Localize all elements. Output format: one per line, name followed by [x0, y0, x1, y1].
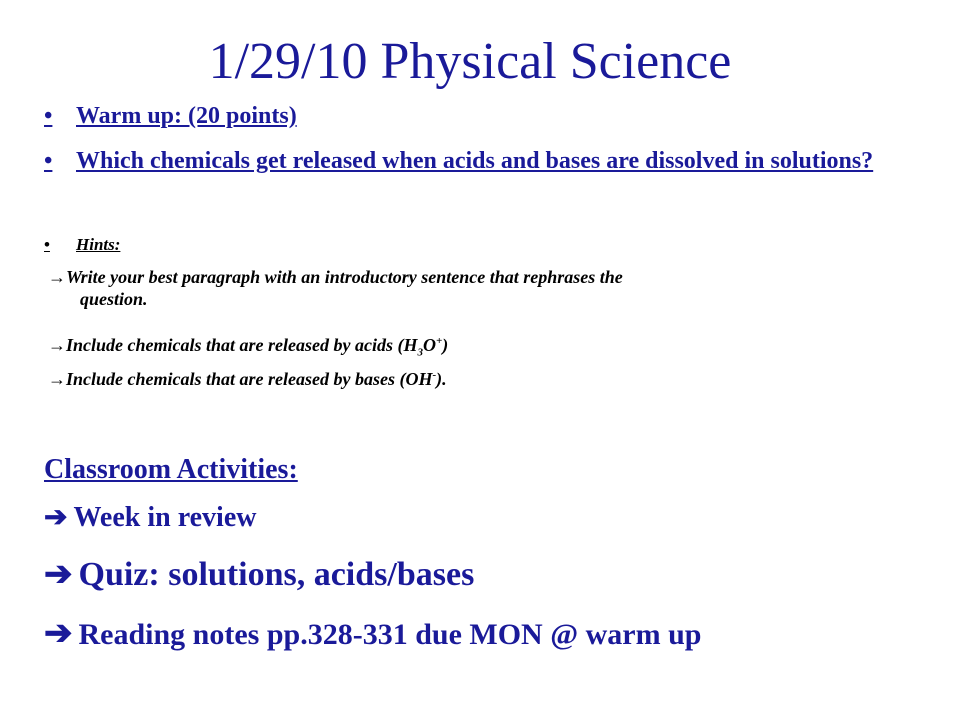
activity-text: Week in review: [73, 502, 257, 533]
hint-acids-close: ): [442, 335, 449, 355]
question-text: Which chemicals get released when acids and bases are dissolved in solutions?: [76, 148, 874, 174]
arrow-icon: ➔: [44, 502, 68, 533]
activity-item: [44, 612, 701, 657]
hint-acids-text: Include chemicals that are released by acids (H: [66, 335, 418, 355]
hint-paragraph-continuation: question.: [80, 289, 148, 309]
warmup-bullet: [44, 98, 297, 134]
hint-bases-close: ).: [436, 369, 447, 389]
activity-text: Reading notes pp.328-331 due MON @ warm up: [78, 618, 702, 651]
classroom-activities-heading: Classroom Activities:: [44, 454, 298, 485]
hydronium-subscript: 3: [417, 346, 423, 359]
slide-title: 1/29/10 Physical Science: [208, 33, 732, 90]
hint-bases-text: Include chemicals that are released by bases (OH: [66, 369, 433, 389]
arrow-icon: →: [48, 369, 66, 389]
activity-item: [44, 553, 474, 597]
hint-bases: [48, 368, 447, 390]
hints-label: Hints:: [76, 235, 121, 254]
arrow-icon: ➔: [44, 556, 73, 593]
arrow-icon: →: [48, 335, 66, 355]
arrow-icon: ➔: [44, 615, 73, 652]
bullet-dot: •: [44, 103, 53, 129]
bullet-dot: •: [44, 235, 50, 254]
hints-bullet: [44, 234, 120, 256]
question-bullet: [44, 146, 904, 176]
hydronium-charge: +: [435, 335, 443, 347]
hint-paragraph-text: Write your best paragraph with an introductory sentence that rephrases the: [66, 267, 623, 287]
arrow-icon: →: [48, 267, 66, 287]
hint-paragraph: [48, 266, 918, 310]
bullet-dot: •: [44, 148, 53, 174]
hydronium-oxygen: O: [422, 335, 436, 355]
activity-item: [44, 500, 256, 536]
warmup-text: Warm up: (20 points): [76, 103, 297, 129]
hydroxide-charge: -: [432, 369, 437, 381]
hint-acids: [48, 334, 449, 359]
activity-text: Quiz: solutions, acids/bases: [78, 556, 475, 593]
